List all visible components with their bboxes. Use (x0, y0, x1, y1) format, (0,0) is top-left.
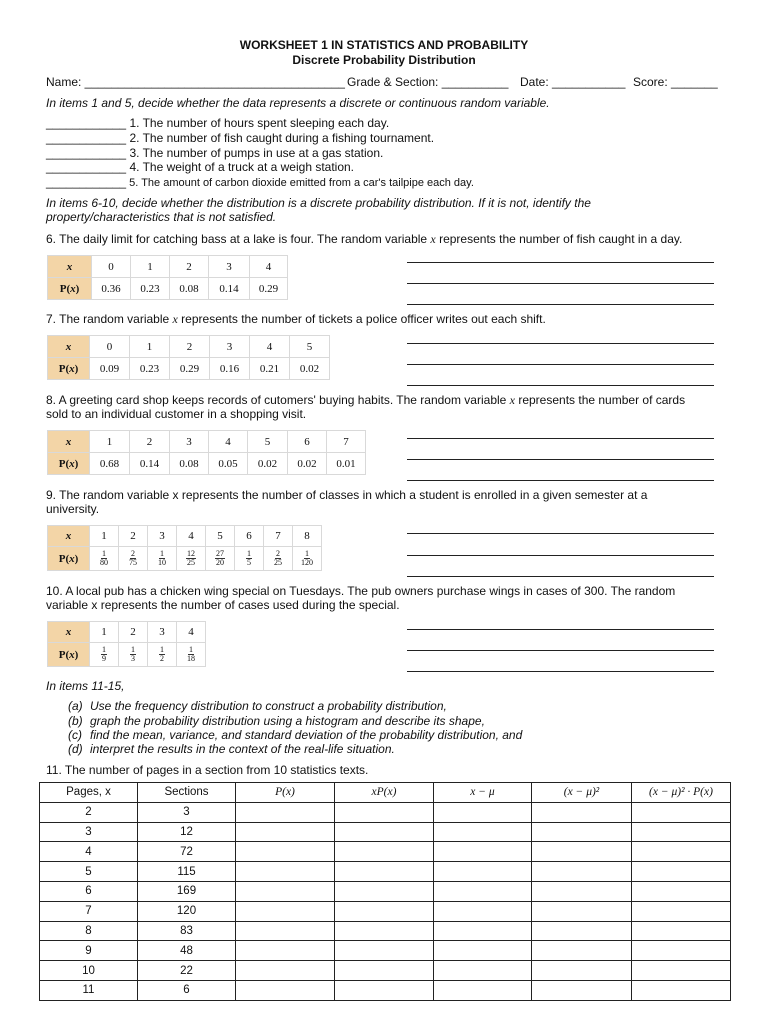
question-9-line1: 9. The random variable x represents the number of classes in which a student is enrolled in a given semester at a (46, 488, 648, 502)
blank-cell[interactable] (434, 802, 532, 822)
blank-cell[interactable] (632, 921, 731, 941)
p-value: $\frac{27}{20}$ (206, 547, 235, 571)
col-header-xpx: xP(x) (335, 783, 434, 803)
p-value: 0.14 (130, 453, 170, 475)
name-field[interactable]: Name: _______________________________________ (46, 75, 345, 89)
answer-line[interactable] (407, 262, 714, 263)
col-header-squared-deviation: (x − μ)² (532, 783, 632, 803)
question-11: 11. The number of pages in a section from 10 statistics texts. (46, 763, 369, 777)
p-value: 0.23 (131, 278, 170, 300)
blank-cell[interactable] (434, 921, 532, 941)
p-label: P(x) (48, 358, 90, 380)
x-label: x (48, 336, 90, 358)
question-9-line2: university. (46, 502, 100, 516)
blank-cell[interactable] (632, 842, 731, 862)
blank-cell[interactable] (335, 881, 434, 901)
answer-blank[interactable]: ____________ (46, 116, 127, 130)
blank-cell[interactable] (434, 961, 532, 981)
table-row: 3 12 (40, 822, 731, 842)
x-value: 2 (130, 431, 170, 453)
distribution-table-10 (47, 621, 206, 667)
p-value: 0.29 (170, 358, 210, 380)
x-row (48, 256, 288, 278)
instruction-items-6-10-line2: property/characteristics that is not satisfied. (46, 210, 277, 224)
table-header-row (40, 783, 731, 803)
x-label: x (48, 622, 90, 643)
answer-line[interactable] (407, 304, 714, 305)
blank-cell[interactable] (236, 802, 335, 822)
blank-cell[interactable] (335, 980, 434, 1000)
table-row: 2 3 (40, 802, 731, 822)
x-value: 2 (119, 622, 148, 643)
blank-cell[interactable] (236, 862, 335, 882)
p-value: 0.14 (209, 278, 250, 300)
answer-line[interactable] (407, 438, 714, 439)
table-row: 7 120 (40, 901, 731, 921)
x-value: 2 (170, 256, 209, 278)
x-value: 5 (206, 526, 235, 547)
x-row (48, 526, 322, 547)
x-value: 0 (90, 336, 130, 358)
item-3 (46, 146, 383, 160)
blank-cell[interactable] (632, 941, 731, 961)
item-4 (46, 160, 354, 174)
blank-cell[interactable] (434, 941, 532, 961)
question-10-line2: variable x represents the number of cases used during the special. (46, 598, 400, 612)
instruction-items-6-10-line1: In items 6-10, decide whether the distribution is a discrete probability distribution. If it is not, identify the (46, 196, 591, 210)
blank-cell[interactable] (434, 822, 532, 842)
p-value: 0.16 (210, 358, 250, 380)
blank-cell[interactable] (532, 822, 632, 842)
blank-cell[interactable] (335, 961, 434, 981)
p-value: $\frac{1}{18}$ (177, 643, 206, 667)
blank-cell[interactable] (335, 941, 434, 961)
blank-cell[interactable] (434, 881, 532, 901)
item-text: 3. The number of pumps in use at a gas station. (129, 146, 384, 160)
p-label: P(x) (48, 278, 92, 300)
answer-line[interactable] (407, 671, 714, 672)
blank-cell[interactable] (335, 901, 434, 921)
x-value: 1 (90, 526, 119, 547)
blank-cell[interactable] (532, 980, 632, 1000)
p-value: 0.21 (250, 358, 290, 380)
col-header-sections: Sections (138, 783, 236, 803)
p-value: 0.08 (170, 453, 209, 475)
x-value: 3 (148, 622, 177, 643)
sub-item-c: (c) find the mean, variance, and standard deviation of the probability distribution, and (68, 728, 523, 742)
x-value: 6 (288, 431, 327, 453)
probability-row (48, 643, 206, 667)
answer-blank[interactable]: ____________ (46, 146, 127, 160)
distribution-table-7 (47, 335, 330, 380)
worksheet-subtitle: Discrete Probability Distribution (292, 53, 476, 67)
table-row: 11 6 (40, 980, 731, 1000)
answer-line[interactable] (407, 576, 714, 577)
x-value: 3 (209, 256, 250, 278)
x-value: 5 (290, 336, 330, 358)
table-row: 4 72 (40, 842, 731, 862)
question-7: 7. The random variable x represents the number of tickets a police officer writes out each shift. (46, 312, 546, 326)
grade-section-field[interactable]: Grade & Section: __________ (347, 75, 509, 89)
p-value: $\frac{2}{75}$ (119, 547, 148, 571)
blank-cell[interactable] (532, 921, 632, 941)
sub-item-b: (b) graph the probability distribution using a histogram and describe its shape, (68, 714, 485, 728)
p-value: 0.09 (90, 358, 130, 380)
x-value: 4 (209, 431, 248, 453)
blank-cell[interactable] (335, 862, 434, 882)
p-value: $\frac{1}{5}$ (235, 547, 264, 571)
p-value: 0.02 (248, 453, 288, 475)
item-text: 5. The amount of carbon dioxide emitted from a car's tailpipe each day. (129, 177, 474, 189)
table-row: 6 169 (40, 881, 731, 901)
table-row: 8 83 (40, 921, 731, 941)
answer-line[interactable] (407, 555, 714, 556)
score-field[interactable]: Score: _______ (633, 75, 718, 89)
p-value: $\frac{1}{9}$ (90, 643, 119, 667)
x-value: 2 (119, 526, 148, 547)
x-value: 5 (248, 431, 288, 453)
col-header-px: P(x) (236, 783, 335, 803)
blank-cell[interactable] (335, 822, 434, 842)
answer-line[interactable] (407, 650, 714, 651)
answer-line[interactable] (407, 533, 714, 534)
p-value: $\frac{1}{80}$ (90, 547, 119, 571)
question-8-line2: sold to an individual customer in a shopping visit. (46, 407, 307, 421)
probability-row (48, 358, 330, 380)
x-label: x (48, 526, 90, 547)
x-value: 1 (130, 336, 170, 358)
distribution-table-9 (47, 525, 322, 571)
table-row: 9 48 (40, 941, 731, 961)
p-value: 0.23 (130, 358, 170, 380)
blank-cell[interactable] (236, 822, 335, 842)
item-text: 2. The number of fish caught during a fishing tournament. (129, 131, 435, 145)
x-value: 2 (170, 336, 210, 358)
p-label: P(x) (48, 547, 90, 571)
p-value: $\frac{1}{10}$ (148, 547, 177, 571)
p-value: 0.08 (170, 278, 209, 300)
item-2 (46, 131, 434, 145)
item-text: 4. The weight of a truck at a weigh station. (129, 160, 355, 174)
x-value: 3 (170, 431, 209, 453)
blank-cell[interactable] (434, 901, 532, 921)
blank-cell[interactable] (532, 901, 632, 921)
p-value: 0.02 (290, 358, 330, 380)
p-value: $\frac{2}{25}$ (264, 547, 293, 571)
blank-cell[interactable] (434, 980, 532, 1000)
x-row (48, 431, 366, 453)
blank-cell[interactable] (632, 802, 731, 822)
answer-line[interactable] (407, 480, 714, 481)
answer-line[interactable] (407, 364, 714, 365)
p-label: P(x) (48, 643, 90, 667)
x-value: 4 (250, 256, 288, 278)
col-header-x-minus-mu: x − μ (434, 783, 532, 803)
x-value: 4 (177, 622, 206, 643)
item-1 (46, 116, 389, 130)
blank-cell[interactable] (236, 980, 335, 1000)
x-row (48, 622, 206, 643)
question-8-line1: 8. A greeting card shop keeps records of cutomers' buying habits. The random variable x represents the number of cards (46, 393, 686, 407)
x-value: 4 (177, 526, 206, 547)
col-header-pages: Pages, x (40, 783, 138, 803)
p-value: 0.05 (209, 453, 248, 475)
blank-cell[interactable] (632, 980, 731, 1000)
x-label: x (48, 256, 92, 278)
p-value: 0.02 (288, 453, 327, 475)
date-field[interactable]: Date: ___________ (520, 75, 626, 89)
blank-cell[interactable] (236, 961, 335, 981)
sub-item-a: (a) Use the frequency distribution to construct a probability distribution, (68, 699, 447, 713)
answer-blank[interactable]: ____________ (46, 160, 127, 174)
blank-cell[interactable] (532, 802, 632, 822)
x-value: 6 (235, 526, 264, 547)
blank-cell[interactable] (236, 842, 335, 862)
p-value: $\frac{1}{3}$ (119, 643, 148, 667)
answer-line[interactable] (407, 283, 714, 284)
blank-cell[interactable] (532, 941, 632, 961)
answer-blank[interactable]: ____________ (46, 175, 127, 189)
blank-cell[interactable] (236, 881, 335, 901)
p-value: $\frac{12}{25}$ (177, 547, 206, 571)
blank-cell[interactable] (532, 881, 632, 901)
item-5 (46, 175, 474, 189)
x-value: 3 (210, 336, 250, 358)
blank-cell[interactable] (335, 921, 434, 941)
probability-row (48, 278, 288, 300)
probability-row (48, 547, 322, 571)
x-value: 1 (90, 622, 119, 643)
blank-cell[interactable] (335, 842, 434, 862)
instruction-items-1-5: In items 1 and 5, decide whether the data represents a discrete or continuous random variable. (46, 96, 550, 110)
p-value: 0.36 (92, 278, 131, 300)
distribution-table-6 (47, 255, 288, 300)
x-value: 3 (148, 526, 177, 547)
blank-cell[interactable] (532, 862, 632, 882)
p-label: P(x) (48, 453, 90, 475)
blank-cell[interactable] (434, 842, 532, 862)
p-value: 0.29 (250, 278, 288, 300)
p-value: $\frac{1}{2}$ (148, 643, 177, 667)
x-value: 4 (250, 336, 290, 358)
question-10-line1: 10. A local pub has a chicken wing special on Tuesdays. The pub owners purchase wings in cases of 300. The random (46, 584, 676, 598)
blank-cell[interactable] (335, 802, 434, 822)
answer-line[interactable] (407, 459, 714, 460)
answer-line[interactable] (407, 343, 714, 344)
question-6: 6. The daily limit for catching bass at a lake is four. The random variable x represents the number of fish caught in a day. (46, 232, 683, 246)
col-header-weighted-squared-deviation: (x − μ)² · P(x) (632, 783, 731, 803)
blank-cell[interactable] (532, 842, 632, 862)
probability-row (48, 453, 366, 475)
blank-cell[interactable] (434, 862, 532, 882)
answer-line[interactable] (407, 385, 714, 386)
x-value: 1 (90, 431, 130, 453)
distribution-table-8 (47, 430, 366, 475)
p-value: 0.01 (327, 453, 366, 475)
x-value: 7 (327, 431, 366, 453)
x-row (48, 336, 330, 358)
blank-cell[interactable] (632, 862, 731, 882)
blank-cell[interactable] (632, 961, 731, 981)
table-row: 10 22 (40, 961, 731, 981)
blank-cell[interactable] (632, 901, 731, 921)
x-value: 8 (293, 526, 322, 547)
worksheet-title: WORKSHEET 1 IN STATISTICS AND PROBABILITY (239, 38, 529, 52)
p-value: $\frac{1}{120}$ (293, 547, 322, 571)
blank-cell[interactable] (236, 921, 335, 941)
blank-cell[interactable] (632, 881, 731, 901)
blank-cell[interactable] (532, 961, 632, 981)
sub-item-d: (d) interpret the results in the context of the real-life situation. (68, 742, 395, 756)
instruction-items-11-15: In items 11-15, (46, 679, 125, 693)
item-text: 1. The number of hours spent sleeping each day. (129, 116, 390, 130)
x-value: 1 (131, 256, 170, 278)
x-value: 7 (264, 526, 293, 547)
answer-blank[interactable]: ____________ (46, 131, 127, 145)
blank-cell[interactable] (632, 822, 731, 842)
x-label: x (48, 431, 90, 453)
blank-cell[interactable] (236, 941, 335, 961)
answer-line[interactable] (407, 629, 714, 630)
p-value: 0.68 (90, 453, 130, 475)
table-row: 5 115 (40, 862, 731, 882)
x-value: 0 (92, 256, 131, 278)
frequency-table-11 (39, 782, 731, 1001)
blank-cell[interactable] (236, 901, 335, 921)
